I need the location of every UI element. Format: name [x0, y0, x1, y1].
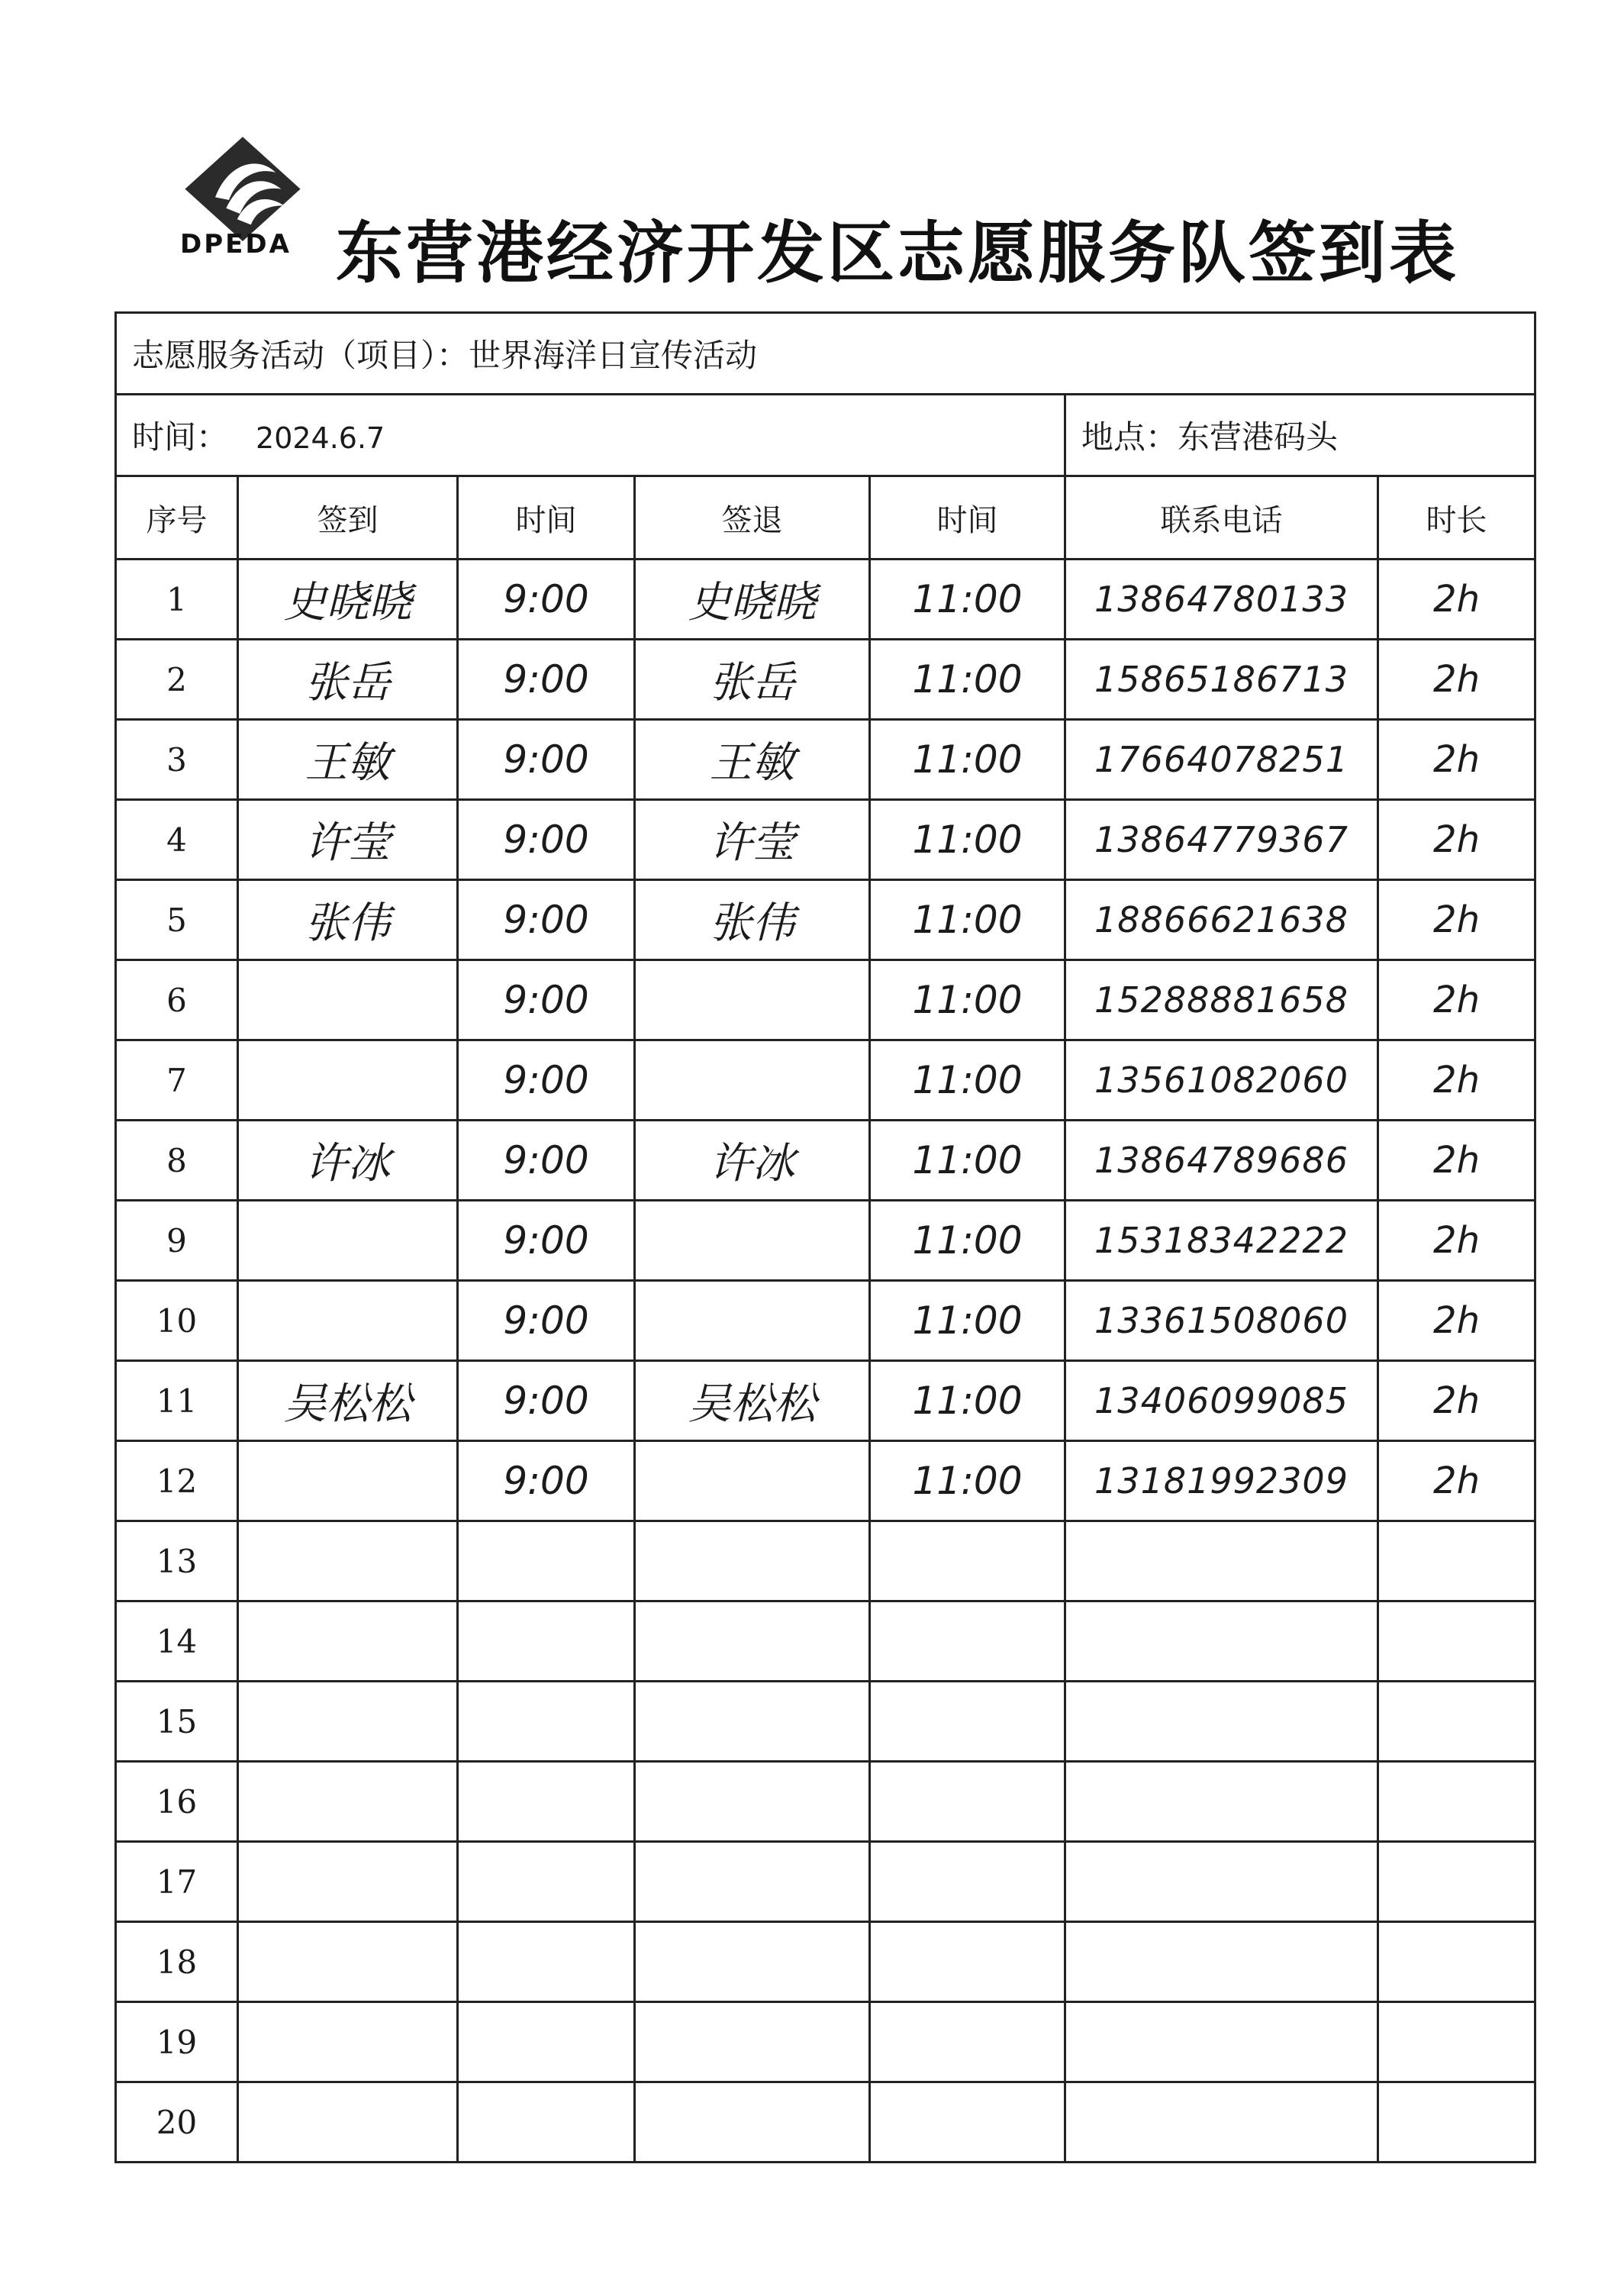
sign-in-signature: [238, 1842, 458, 1922]
contact-phone: [1065, 2002, 1378, 2082]
duration: 2h: [1378, 1121, 1535, 1201]
contact-phone: 15865186713: [1065, 640, 1378, 720]
col-header-phone: 联系电话: [1065, 476, 1378, 560]
sign-out-time: [870, 1762, 1065, 1842]
table-row: [116, 1762, 1535, 1842]
sign-in-signature: 许冰: [238, 1121, 458, 1201]
sign-in-time: [458, 1601, 635, 1682]
row-number: 8: [116, 1121, 238, 1201]
sign-out-signature: 张伟: [635, 880, 870, 960]
contact-phone: 13864789686: [1065, 1121, 1378, 1201]
duration: 2h: [1378, 800, 1535, 880]
contact-phone: [1065, 1682, 1378, 1762]
row-number: 13: [116, 1521, 238, 1601]
sign-in-time: 9:00: [458, 800, 635, 880]
sign-in-time: [458, 1922, 635, 2002]
sign-out-signature: [635, 1521, 870, 1601]
sign-out-signature: [635, 1922, 870, 2002]
row-number: 7: [116, 1040, 238, 1121]
contact-phone: 13406099085: [1065, 1361, 1378, 1441]
table-row: [116, 640, 1535, 720]
row-number: 9: [116, 1201, 238, 1281]
contact-phone: [1065, 1601, 1378, 1682]
sign-in-time: 9:00: [458, 880, 635, 960]
duration: 2h: [1378, 1441, 1535, 1521]
col-header-duration: 时长: [1378, 476, 1535, 560]
sign-out-time: 11:00: [870, 1201, 1065, 1281]
duration: 2h: [1378, 960, 1535, 1040]
duration: 2h: [1378, 880, 1535, 960]
sign-out-time: [870, 1842, 1065, 1922]
sign-out-signature: [635, 2082, 870, 2163]
sign-in-signature: [238, 2082, 458, 2163]
duration: [1378, 1922, 1535, 2002]
row-number: 20: [116, 2082, 238, 2163]
activity-row: [116, 313, 1535, 395]
table-row: [116, 1441, 1535, 1521]
sign-in-signature: [238, 1922, 458, 2002]
sign-out-time: 11:00: [870, 1040, 1065, 1121]
activity-value: 世界海洋日宣传活动: [469, 337, 758, 374]
contact-phone: [1065, 1762, 1378, 1842]
sign-out-signature: [635, 1601, 870, 1682]
sign-out-signature: [635, 1040, 870, 1121]
row-number: 16: [116, 1762, 238, 1842]
sign-in-time: [458, 2002, 635, 2082]
contact-phone: [1065, 2082, 1378, 2163]
logo-text: DPEDA: [180, 229, 292, 260]
sign-out-time: 11:00: [870, 640, 1065, 720]
sign-out-time: [870, 1601, 1065, 1682]
time-value: 2024.6.7: [256, 421, 385, 455]
sign-in-time: 9:00: [458, 1201, 635, 1281]
sign-in-time: [458, 1521, 635, 1601]
row-number: 5: [116, 880, 238, 960]
table-row: [116, 1842, 1535, 1922]
sign-in-time: 9:00: [458, 1441, 635, 1521]
sign-in-time: 9:00: [458, 1361, 635, 1441]
contact-phone: [1065, 1521, 1378, 1601]
sign-in-signature: 许莹: [238, 800, 458, 880]
row-number: 18: [116, 1922, 238, 2002]
sign-in-signature: 吴松松: [238, 1361, 458, 1441]
table-row: [116, 1281, 1535, 1361]
sign-out-signature: [635, 960, 870, 1040]
row-number: 15: [116, 1682, 238, 1762]
row-number: 3: [116, 720, 238, 800]
sign-out-time: [870, 1682, 1065, 1762]
contact-phone: 18866621638: [1065, 880, 1378, 960]
sign-out-time: 11:00: [870, 960, 1065, 1040]
contact-phone: [1065, 1842, 1378, 1922]
sign-in-time: [458, 1842, 635, 1922]
sign-in-time: 9:00: [458, 960, 635, 1040]
row-number: 1: [116, 560, 238, 640]
row-number: 6: [116, 960, 238, 1040]
col-header-no: 序号: [116, 476, 238, 560]
row-number: 14: [116, 1601, 238, 1682]
sign-in-time: 9:00: [458, 1121, 635, 1201]
sign-in-signature: [238, 1441, 458, 1521]
sign-in-signature: 王敏: [238, 720, 458, 800]
sign-out-time: 11:00: [870, 1441, 1065, 1521]
sign-in-time: 9:00: [458, 560, 635, 640]
time-cell: [116, 395, 1065, 476]
location-label: 地点：: [1081, 418, 1178, 456]
col-header-out-time: 时间: [870, 476, 1065, 560]
sign-in-signature: [238, 1601, 458, 1682]
sign-in-signature: [238, 1762, 458, 1842]
contact-phone: [1065, 1922, 1378, 2002]
contact-phone: 13181992309: [1065, 1441, 1378, 1521]
col-header-sign-in: 签到: [238, 476, 458, 560]
row-number: 4: [116, 800, 238, 880]
sign-in-signature: [238, 1281, 458, 1361]
sign-out-time: [870, 2002, 1065, 2082]
contact-phone: 15318342222: [1065, 1201, 1378, 1281]
sign-out-time: 11:00: [870, 1121, 1065, 1201]
sign-out-signature: 王敏: [635, 720, 870, 800]
sign-in-time: [458, 1682, 635, 1762]
sign-out-signature: [635, 1762, 870, 1842]
location-value: 东营港码头: [1178, 418, 1339, 456]
sign-out-signature: 史晓晓: [635, 560, 870, 640]
table-row: [116, 1040, 1535, 1121]
duration: 2h: [1378, 720, 1535, 800]
sign-out-time: [870, 1922, 1065, 2002]
sign-out-signature: [635, 1842, 870, 1922]
table-row: [116, 560, 1535, 640]
table-row: [116, 2002, 1535, 2082]
sign-in-time: 9:00: [458, 1281, 635, 1361]
col-header-in-time: 时间: [458, 476, 635, 560]
duration: [1378, 1842, 1535, 1922]
activity-label: 志愿服务活动（项目）：: [132, 337, 469, 374]
header-row: [116, 476, 1535, 560]
sign-out-time: [870, 1521, 1065, 1601]
row-number: 17: [116, 1842, 238, 1922]
contact-phone: 13361508060: [1065, 1281, 1378, 1361]
sign-in-signature: 史晓晓: [238, 560, 458, 640]
duration: [1378, 2002, 1535, 2082]
sign-out-signature: 张岳: [635, 640, 870, 720]
sign-in-time: 9:00: [458, 1040, 635, 1121]
row-number: 10: [116, 1281, 238, 1361]
contact-phone: 13864780133: [1065, 560, 1378, 640]
activity-cell: [116, 313, 1535, 395]
row-number: 2: [116, 640, 238, 720]
table-row: [116, 1121, 1535, 1201]
table-row: [116, 1682, 1535, 1762]
table-row: [116, 800, 1535, 880]
page-title: 东营港经济开发区志愿服务队签到表: [336, 213, 1460, 292]
meta-row: [116, 395, 1535, 476]
duration: 2h: [1378, 1361, 1535, 1441]
table-row: [116, 1361, 1535, 1441]
sign-out-time: 11:00: [870, 1281, 1065, 1361]
sign-out-signature: [635, 1281, 870, 1361]
contact-phone: 13864779367: [1065, 800, 1378, 880]
location-cell: [1065, 395, 1535, 476]
table-row: [116, 1922, 1535, 2002]
contact-phone: 13561082060: [1065, 1040, 1378, 1121]
sign-out-time: [870, 2082, 1065, 2163]
sign-in-signature: 张岳: [238, 640, 458, 720]
table-row: [116, 880, 1535, 960]
col-header-sign-out: 签退: [635, 476, 870, 560]
sign-in-signature: [238, 1521, 458, 1601]
sign-out-signature: 许莹: [635, 800, 870, 880]
duration: [1378, 2082, 1535, 2163]
duration: 2h: [1378, 1201, 1535, 1281]
sign-in-time: 9:00: [458, 720, 635, 800]
sign-in-signature: 张伟: [238, 880, 458, 960]
duration: [1378, 1762, 1535, 1842]
sign-out-time: 11:00: [870, 800, 1065, 880]
sign-in-time: [458, 1762, 635, 1842]
sign-out-signature: 许冰: [635, 1121, 870, 1201]
table-row: [116, 1201, 1535, 1281]
sign-out-signature: [635, 1441, 870, 1521]
sign-out-time: 11:00: [870, 1361, 1065, 1441]
sign-out-time: 11:00: [870, 560, 1065, 640]
duration: 2h: [1378, 1040, 1535, 1121]
sign-out-signature: 吴松松: [635, 1361, 870, 1441]
row-number: 12: [116, 1441, 238, 1521]
sign-in-signature: [238, 1682, 458, 1762]
contact-phone: 17664078251: [1065, 720, 1378, 800]
contact-phone: 15288881658: [1065, 960, 1378, 1040]
sign-in-signature: [238, 960, 458, 1040]
duration: [1378, 1682, 1535, 1762]
duration: 2h: [1378, 1281, 1535, 1361]
duration: 2h: [1378, 560, 1535, 640]
row-number: 19: [116, 2002, 238, 2082]
sign-in-signature: [238, 2002, 458, 2082]
duration: [1378, 1601, 1535, 1682]
table-row: [116, 1521, 1535, 1601]
duration: 2h: [1378, 640, 1535, 720]
sign-in-table: [114, 311, 1536, 2163]
sign-in-signature: [238, 1201, 458, 1281]
duration: [1378, 1521, 1535, 1601]
sign-in-time: [458, 2082, 635, 2163]
time-label: 时间：: [132, 418, 229, 456]
sign-out-time: 11:00: [870, 880, 1065, 960]
row-number: 11: [116, 1361, 238, 1441]
sign-in-signature: [238, 1040, 458, 1121]
table-row: [116, 960, 1535, 1040]
table-row: [116, 2082, 1535, 2163]
sign-in-time: 9:00: [458, 640, 635, 720]
table-row: [116, 720, 1535, 800]
sign-out-signature: [635, 2002, 870, 2082]
sign-out-signature: [635, 1682, 870, 1762]
sign-out-time: 11:00: [870, 720, 1065, 800]
table-row: [116, 1601, 1535, 1682]
sign-out-signature: [635, 1201, 870, 1281]
